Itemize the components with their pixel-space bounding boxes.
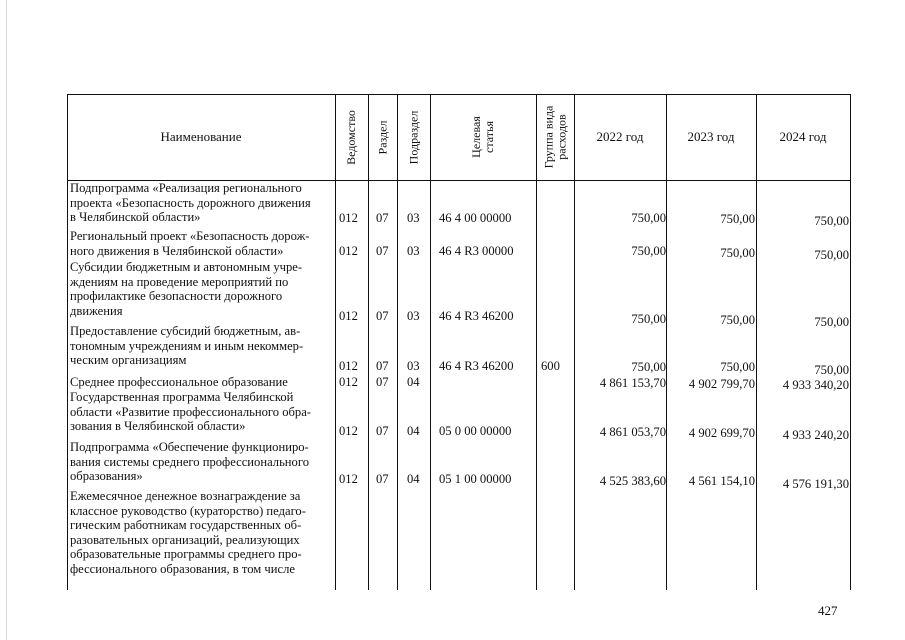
row-podrazdel: 04: [407, 424, 420, 438]
row-podrazdel: 03: [407, 211, 420, 225]
row-ved: 012: [339, 424, 358, 438]
row-podrazdel: 03: [407, 359, 420, 373]
row-name: Государственная программа Челябинской области «Развитие профессионального обра- зования в Челябинской области»: [70, 390, 311, 434]
row-2024: 4 576 191,30: [782, 477, 849, 491]
page-edge-line: [6, 0, 7, 640]
header-vedomstvo: Ведомство: [344, 109, 359, 165]
header-target-article: Целевая статья: [468, 116, 496, 158]
row-podrazdel: 03: [407, 244, 420, 258]
row-2022: 750,00: [631, 360, 666, 374]
row-2022: 4 525 383,60: [599, 474, 666, 488]
row-target: 46 4 R3 00000: [439, 244, 514, 258]
row-2023: 750,00: [720, 212, 755, 226]
row-razdel: 07: [376, 244, 389, 258]
row-target: 46 4 R3 46200: [439, 359, 514, 373]
row-ved: 012: [339, 244, 358, 258]
row-2023: 750,00: [720, 360, 755, 374]
row-name: Среднее профессиональное образование: [70, 375, 288, 389]
row-ved: 012: [339, 472, 358, 486]
row-razdel: 07: [376, 211, 389, 225]
row-ved: 012: [339, 211, 358, 225]
page-number: 427: [818, 603, 838, 618]
row-group: 600: [541, 359, 560, 373]
row-name: Субсидии бюджетным и автономным учре- ждениям на проведение мероприятий по профилактике безопасности дорожного движения: [70, 260, 303, 318]
row-2024: 750,00: [814, 363, 849, 377]
table-border-right: [850, 94, 851, 590]
row-razdel: 07: [376, 309, 389, 323]
row-razdel: 07: [376, 375, 389, 389]
row-ved: 012: [339, 309, 358, 323]
row-name: Подпрограмма «Обеспечение функциониро- вания системы среднего профессионального образования»: [70, 440, 309, 484]
header-podrazdel: Подраздел: [406, 110, 421, 164]
row-name: Региональный проект «Безопасность дорож- ного движения в Челябинской области»: [70, 229, 310, 258]
row-2024: 750,00: [814, 315, 849, 329]
row-target: 05 1 00 00000: [439, 472, 512, 486]
row-razdel: 07: [376, 472, 389, 486]
row-podrazdel: 04: [407, 472, 420, 486]
row-2024: 750,00: [814, 214, 849, 228]
row-2022: 750,00: [631, 312, 666, 326]
row-ved: 012: [339, 359, 358, 373]
header-2022: 2022 год: [596, 129, 644, 144]
header-2023: 2023 год: [687, 129, 735, 144]
row-2024: 4 933 240,20: [782, 428, 849, 442]
header-2024: 2024 год: [779, 129, 827, 144]
row-2023: 750,00: [720, 313, 755, 327]
row-2022: 750,00: [631, 244, 666, 258]
row-name: Подпрограмма «Реализация регионального проекта «Безопасность дорожного движения в Челябинской области»: [70, 181, 311, 225]
row-2023: 4 902 699,70: [688, 426, 755, 440]
row-2022: 750,00: [631, 211, 666, 225]
row-2024: 750,00: [814, 248, 849, 262]
row-name: Предоставление субсидий бюджетным, ав- тономным учреждениям и иным некоммер- ческим организациям: [70, 324, 304, 368]
row-2023: 750,00: [720, 246, 755, 260]
header-expense-group: Группа вида расходов: [541, 105, 568, 169]
row-target: 05 0 00 00000: [439, 424, 512, 438]
row-target: 46 4 00 00000: [439, 211, 512, 225]
row-razdel: 07: [376, 424, 389, 438]
row-2024: 4 933 340,20: [782, 378, 849, 392]
row-name: Ежемесячное денежное вознаграждение за классное руководство (кураторство) педаго- гическим работникам государственных об- разовательных организаций, реализующих образовательные программы среднего про- фессионального образования, в том числе: [70, 489, 306, 576]
row-ved: 012: [339, 375, 358, 389]
row-2022: 4 861 053,70: [599, 425, 666, 439]
row-2023: 4 902 799,70: [688, 377, 755, 391]
header-razdel: Раздел: [375, 120, 390, 154]
header-name: Наименование: [160, 129, 242, 144]
row-podrazdel: 04: [407, 375, 420, 389]
row-2023: 4 561 154,10: [688, 474, 755, 488]
row-2022: 4 861 153,70: [599, 376, 666, 390]
budget-table: [67, 94, 851, 590]
row-target: 46 4 R3 46200: [439, 309, 514, 323]
row-podrazdel: 03: [407, 309, 420, 323]
row-razdel: 07: [376, 359, 389, 373]
